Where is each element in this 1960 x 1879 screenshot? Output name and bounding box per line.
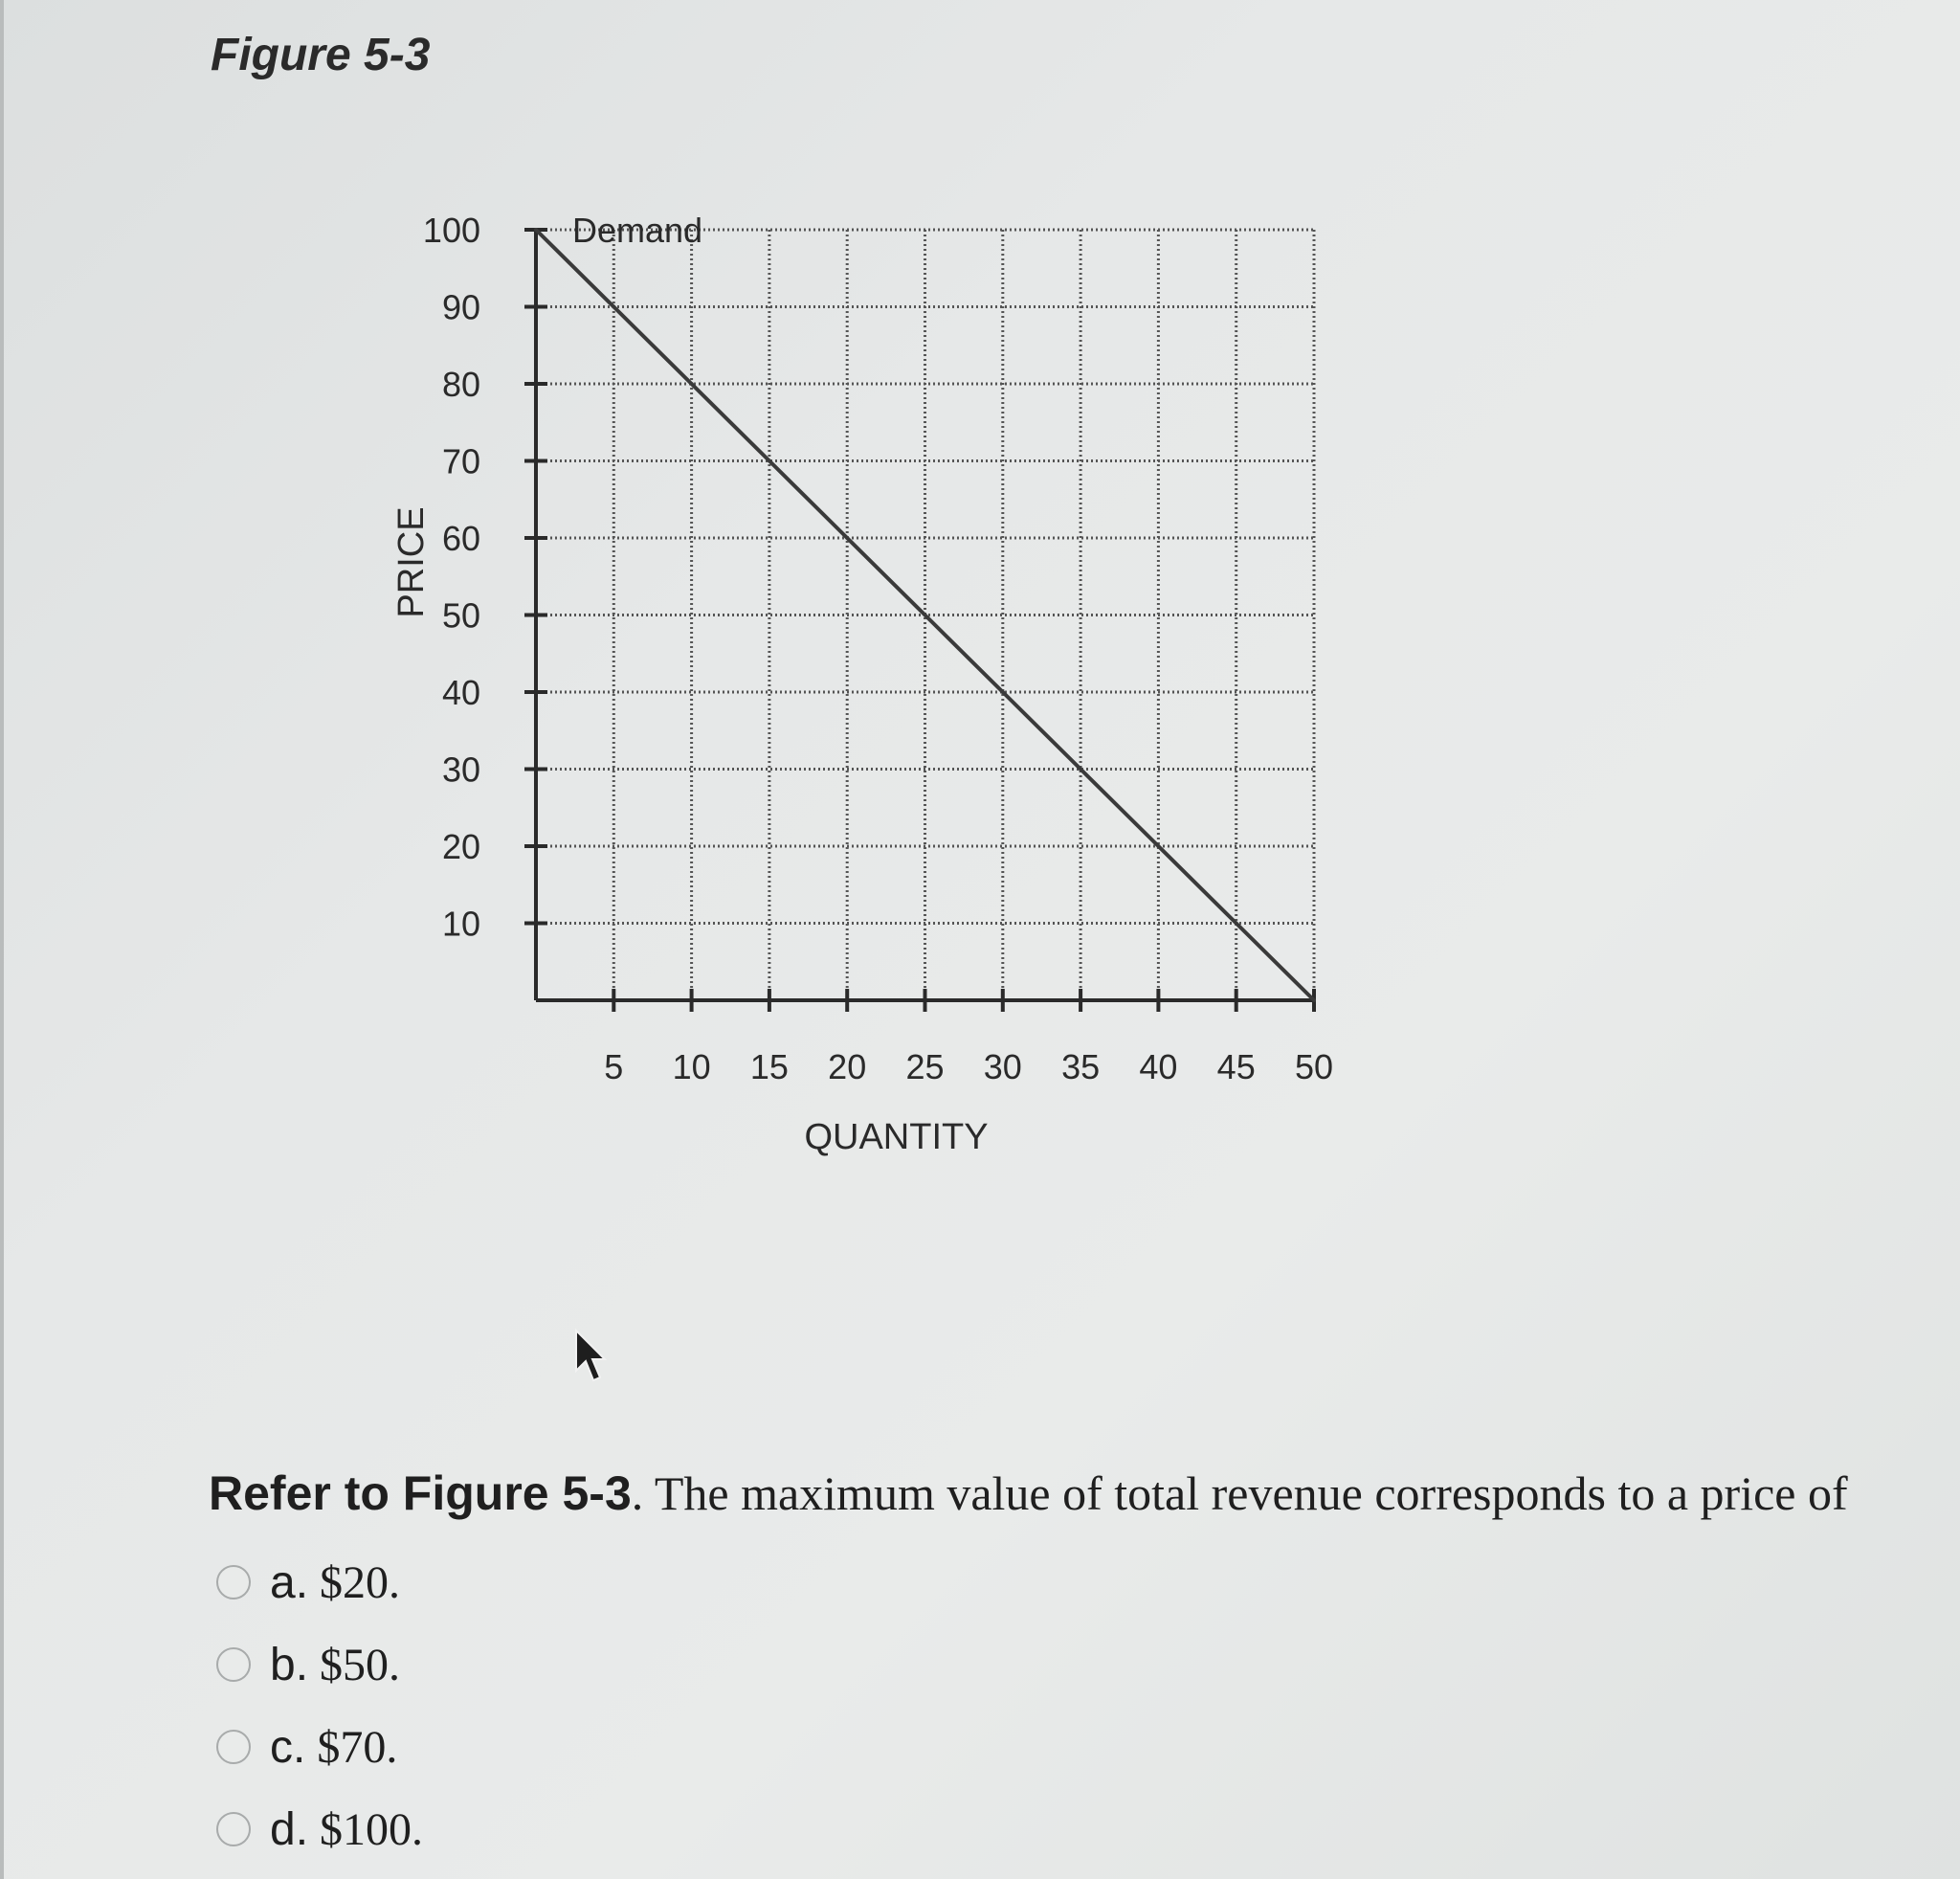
demand-point-q15 (768, 459, 771, 463)
option-d-label[interactable]: d. $100. (270, 1803, 424, 1855)
x-tick-label-5: 5 (604, 1047, 624, 1086)
y-tick-label-70: 70 (441, 441, 480, 481)
x-tick-label-40: 40 (1139, 1047, 1178, 1086)
option-c[interactable] (216, 1706, 423, 1788)
y-tick-label-80: 80 (441, 365, 480, 404)
option-a[interactable] (216, 1541, 423, 1623)
question-text (209, 1465, 1931, 1522)
x-tick-label-25: 25 (905, 1047, 945, 1086)
figure-title: Figure 5-3 (211, 30, 431, 80)
x-tick-label-50: 50 (1294, 1047, 1334, 1086)
x-tick-label-20: 20 (828, 1047, 867, 1086)
option-d[interactable] (216, 1788, 423, 1870)
demand-annotation: Demand (572, 211, 703, 250)
demand-point-q10 (690, 382, 694, 386)
y-tick-label-30: 30 (441, 749, 480, 790)
y-tick-label-100: 100 (422, 211, 480, 250)
y-tick-label-50: 50 (441, 595, 480, 636)
demand-point-q50 (1312, 998, 1316, 1002)
y-tick-label-20: 20 (441, 827, 480, 866)
mouse-cursor-icon (572, 1329, 607, 1386)
demand-point-q5 (612, 305, 615, 309)
y-tick-label-60: 60 (441, 519, 480, 558)
demand-point-q30 (1001, 690, 1005, 694)
option-a-label[interactable]: a. $20. (270, 1556, 401, 1608)
x-tick-label-30: 30 (983, 1047, 1022, 1086)
option-d-radio[interactable] (216, 1812, 251, 1846)
option-c-radio[interactable] (216, 1730, 251, 1764)
option-b-radio[interactable] (216, 1647, 251, 1682)
option-b[interactable] (216, 1623, 423, 1706)
demand-point-q40 (1156, 844, 1160, 848)
x-tick-label-10: 10 (672, 1047, 711, 1086)
y-axis-label: PRICE (391, 506, 432, 618)
answer-options (216, 1541, 423, 1870)
demand-point-q35 (1079, 768, 1082, 772)
x-tick-label-45: 45 (1216, 1047, 1256, 1086)
y-tick-label-90: 90 (441, 287, 480, 327)
y-tick-label-10: 10 (441, 904, 480, 944)
demand-point-q45 (1235, 922, 1238, 926)
x-tick-label-35: 35 (1061, 1047, 1101, 1086)
option-b-label[interactable]: b. $50. (270, 1639, 401, 1690)
demand-point-q20 (845, 536, 849, 540)
question-body: . The maximum value of total revenue corresponds to a price of (631, 1466, 1848, 1520)
demand-point-q25 (924, 614, 927, 617)
x-tick-label-15: 15 (749, 1047, 789, 1086)
option-a-radio[interactable] (216, 1565, 251, 1599)
y-tick-label-40: 40 (441, 673, 480, 712)
x-axis-label: QUANTITY (804, 1117, 989, 1157)
figure-reference: Refer to Figure 5-3 (209, 1466, 632, 1520)
demand-point-q0 (534, 228, 538, 232)
option-c-label[interactable]: c. $70. (270, 1721, 398, 1773)
